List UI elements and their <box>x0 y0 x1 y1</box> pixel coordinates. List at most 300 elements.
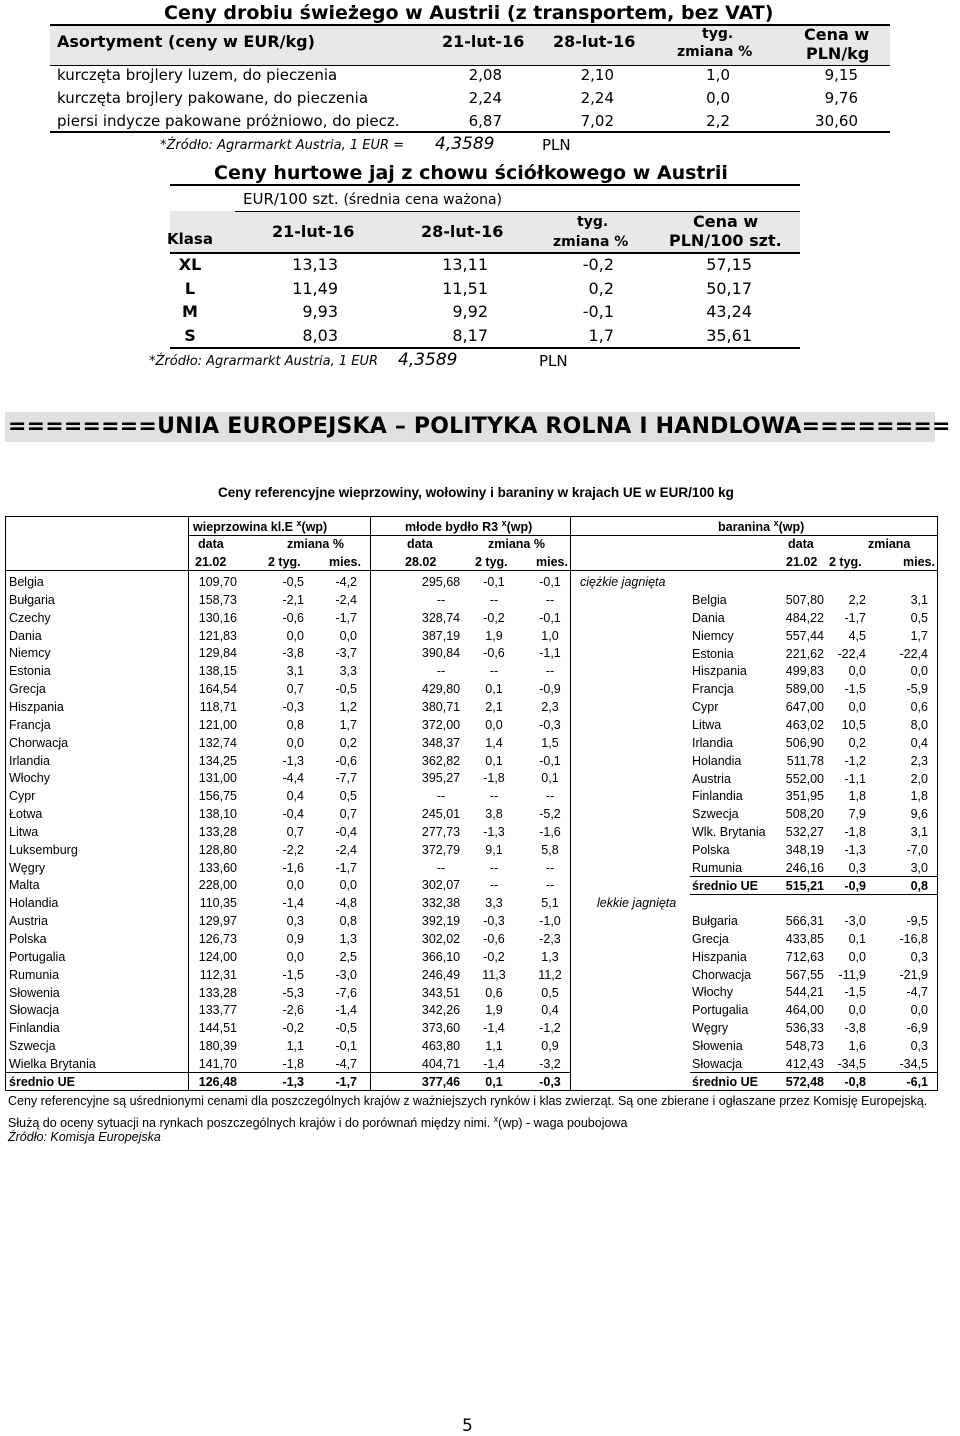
cattle-cell: 1,1 <box>485 1039 503 1053</box>
cattle-cell: -1,2 <box>539 1021 561 1035</box>
egg-cell: 13,11 <box>442 255 488 274</box>
heavy-lamb-country: Litwa <box>692 718 722 732</box>
light-lamb-country: Włochy <box>692 985 733 999</box>
eu-average-cell: 126,48 <box>198 1075 237 1089</box>
light-lamb-cell: 544,21 <box>785 985 824 999</box>
eu-average-cell: 0,1 <box>485 1075 503 1089</box>
heavy-lamb-country: Hiszpania <box>692 664 747 678</box>
cattle-header: młode bydło R3 $^x$(wp) <box>405 518 533 535</box>
cattle-cell: 372,79 <box>421 843 461 857</box>
pork-cell: -1,6 <box>282 861 304 875</box>
cattle-cell: 342,26 <box>421 1003 461 1017</box>
lamb-tyg: 2 tyg. <box>829 555 862 569</box>
heavy-lamb-cell: -1,1 <box>844 772 866 786</box>
cattle-cell: -0,3 <box>483 914 505 928</box>
poultry-cell: 9,15 <box>824 66 858 84</box>
heavy-lamb-cell: 508,20 <box>785 807 824 821</box>
pork-cell: 0,7 <box>286 682 304 696</box>
pork-cell: 138,15 <box>198 664 237 678</box>
poultry-cell: 7,02 <box>580 112 614 130</box>
heavy-lamb-cell: 2,3 <box>910 754 928 768</box>
heavy-lamb-country: Dania <box>692 611 725 625</box>
country-name: Holandia <box>9 896 59 910</box>
pork-cell: 1,7 <box>339 718 357 732</box>
egg-class-label: L <box>184 279 196 298</box>
cattle-cell: -- <box>489 664 499 678</box>
poultry-cell: 0,0 <box>706 89 730 107</box>
country-name: Malta <box>9 878 40 892</box>
cattle-cell: 5,1 <box>541 896 559 910</box>
heavy-lamb-country: Austria <box>692 772 731 786</box>
cattle-cell: 277,73 <box>421 825 461 839</box>
pork-cell: -1,4 <box>282 896 304 910</box>
poultry-cell: 1,0 <box>706 66 730 84</box>
heavy-lamb-avg-cell: -0,9 <box>844 879 866 893</box>
heavy-lamb-cell: 3,0 <box>910 861 928 875</box>
heavy-lamb-cell: 463,02 <box>785 718 824 732</box>
cattle-mies: mies. <box>536 555 568 569</box>
poultry-source: *Źródło: Agrarmarkt Austria, 1 EUR = <box>160 138 405 153</box>
cattle-cell: 463,80 <box>421 1039 461 1053</box>
cattle-cell: -- <box>545 878 555 892</box>
cattle-cell: 302,07 <box>421 878 461 892</box>
pork-cell: 133,60 <box>198 861 237 875</box>
pork-cell: -0,4 <box>282 807 304 821</box>
egg-header-date2: 28-lut-16 <box>421 222 504 241</box>
light-lamb-country: Bułgaria <box>692 914 738 928</box>
pork-cell: -1,7 <box>335 861 357 875</box>
cattle-cell: 2,1 <box>485 700 503 714</box>
poultry-header-date2: 28-lut-16 <box>553 32 636 51</box>
pork-cell: -1,4 <box>335 1003 357 1017</box>
country-name: Litwa <box>9 825 39 839</box>
reference-table-title: Ceny referencyjne wieprzowiny, wołowiny i baraniny w krajach UE w EUR/100 kg <box>218 485 734 500</box>
heavy-lamb-country: Wlk. Brytania <box>692 825 766 839</box>
poultry-cell: 6,87 <box>468 112 502 130</box>
poultry-row-label: kurczęta brojlery pakowane, do pieczenia <box>57 89 369 107</box>
poultry-header-assortment: Asortyment (ceny w EUR/kg) <box>57 32 315 51</box>
pork-cell: 0,0 <box>339 878 357 892</box>
heavy-lamb-country: Polska <box>692 843 730 857</box>
poultry-cell: 2,24 <box>580 89 614 107</box>
pork-cell: 0,3 <box>286 914 304 928</box>
poultry-header-change-l2: zmiana % <box>677 44 753 60</box>
egg-currency: PLN <box>539 352 568 370</box>
cattle-cell: -- <box>489 593 499 607</box>
cattle-cell: -1,3 <box>483 825 505 839</box>
egg-cell: 0,2 <box>588 279 614 298</box>
pork-cell: 0,0 <box>286 629 304 643</box>
cattle-cell: 302,02 <box>421 932 461 946</box>
cattle-cell: 11,3 <box>482 968 506 982</box>
cattle-cell: 395,27 <box>421 771 461 785</box>
heavy-lamb-label: ciężkie jagnięta <box>580 575 666 589</box>
cattle-tyg: 2 tyg. <box>475 555 508 569</box>
light-lamb-cell: -1,5 <box>844 985 866 999</box>
cattle-cell: -0,1 <box>539 575 561 589</box>
country-name: Włochy <box>9 771 50 785</box>
light-lamb-cell: 0,3 <box>910 1039 928 1053</box>
light-lamb-country: Słowacja <box>692 1057 743 1071</box>
cattle-cell: -- <box>489 861 499 875</box>
cattle-change-label: zmiana % <box>488 537 545 551</box>
heavy-lamb-cell: 9,6 <box>910 807 928 821</box>
egg-class-label: M <box>182 302 198 321</box>
heavy-lamb-avg-cell: 0,8 <box>910 879 928 893</box>
pork-cell: -0,3 <box>282 700 304 714</box>
country-name: Niemcy <box>9 646 51 660</box>
cattle-cell: 11,2 <box>538 968 562 982</box>
country-name: Francja <box>9 718 51 732</box>
cattle-cell: 429,80 <box>421 682 461 696</box>
country-name: Belgia <box>9 575 44 589</box>
cattle-cell: 362,82 <box>421 754 461 768</box>
pork-cell: 112,31 <box>199 968 237 982</box>
light-lamb-cell: -4,7 <box>906 985 928 999</box>
poultry-header-pln-l2: PLN/kg <box>806 44 870 63</box>
heavy-lamb-cell: -22,4 <box>837 647 866 661</box>
egg-cell: -0,1 <box>582 302 614 321</box>
light-lamb-cell: 412,43 <box>785 1057 824 1071</box>
pork-cell: 129,84 <box>198 646 237 660</box>
egg-cell: 8,03 <box>302 326 338 345</box>
cattle-cell: 373,60 <box>421 1021 461 1035</box>
heavy-lamb-cell: 4,5 <box>848 629 866 643</box>
pork-cell: -2,2 <box>282 843 304 857</box>
pork-cell: 164,54 <box>198 682 237 696</box>
pork-cell: 0,0 <box>286 878 304 892</box>
heavy-lamb-cell: 348,19 <box>785 843 824 857</box>
heavy-lamb-cell: 557,44 <box>785 629 824 643</box>
pork-cell: -0,6 <box>282 611 304 625</box>
cattle-cell: 343,51 <box>421 986 461 1000</box>
pork-cell: -0,1 <box>335 1039 357 1053</box>
cattle-cell: -0,1 <box>539 754 561 768</box>
light-lamb-cell: 0,3 <box>910 950 928 964</box>
heavy-lamb-cell: 552,00 <box>785 772 824 786</box>
poultry-header-pln-l1: Cena w <box>804 25 870 44</box>
heavy-lamb-cell: 221,62 <box>785 647 824 661</box>
cattle-cell: 1,9 <box>485 629 503 643</box>
poultry-currency: PLN <box>542 136 571 154</box>
cattle-cell: -0,2 <box>483 611 505 625</box>
pork-cell: -1,7 <box>335 611 357 625</box>
cattle-cell: -1,1 <box>539 646 561 660</box>
cattle-cell: -- <box>545 593 555 607</box>
eu-policy-banner: ========UNIA EUROPEJSKA – POLITYKA ROLNA I HANDLOWA======== <box>8 414 951 439</box>
pork-cell: 126,73 <box>198 932 237 946</box>
reference-note-1: Ceny referencyjne są uśrednionymi cenami dla poszczególnych krajów z ważniejszych rynków i klas zwierząt. Są one zbierane i ogłaszane przez Komisję Europejską. <box>8 1094 928 1108</box>
heavy-lamb-cell: 0,3 <box>848 861 866 875</box>
heavy-lamb-cell: 2,2 <box>848 593 866 607</box>
eu-average-label: średnio UE <box>9 1075 75 1089</box>
cattle-cell: 3,3 <box>485 896 503 910</box>
eu-average-cell: -1,7 <box>335 1075 357 1089</box>
egg-cell: 50,17 <box>706 279 752 298</box>
pork-cell: -5,3 <box>282 986 304 1000</box>
reference-source: Źródło: Komisja Europejska <box>8 1130 161 1144</box>
reference-note-2: Służą do oceny sytuacji na rynkach poszczególnych krajów i do porównań między nimi. $^x$(wp) - waga poubojowa <box>8 1114 628 1131</box>
cattle-cell: 5,8 <box>541 843 559 857</box>
egg-exchange-rate: 4,3589 <box>398 350 458 370</box>
heavy-lamb-cell: 0,2 <box>848 736 866 750</box>
light-lamb-cell: -34,5 <box>899 1057 928 1071</box>
light-lamb-cell: 433,85 <box>785 932 824 946</box>
pork-cell: -4,7 <box>335 1057 357 1071</box>
light-lamb-cell: -16,8 <box>899 932 928 946</box>
pork-cell: 0,7 <box>339 807 357 821</box>
country-name: Luksemburg <box>9 843 78 857</box>
lamb-header: baranina $^x$(wp) <box>718 518 805 535</box>
heavy-lamb-cell: 506,90 <box>785 736 824 750</box>
pork-cell: -3,7 <box>335 646 357 660</box>
pork-cell: -2,4 <box>335 843 357 857</box>
pork-tyg: 2 tyg. <box>268 555 301 569</box>
poultry-exchange-rate: 4,3589 <box>435 134 495 154</box>
heavy-lamb-cell: 0,0 <box>848 700 866 714</box>
cattle-cell: -- <box>436 664 446 678</box>
pork-cell: -0,5 <box>335 682 357 696</box>
cattle-cell: 332,38 <box>421 896 461 910</box>
cattle-cell: 0,4 <box>541 1003 559 1017</box>
heavy-lamb-cell: 647,00 <box>785 700 824 714</box>
light-lamb-cell: 548,73 <box>785 1039 824 1053</box>
light-lamb-avg-cell: -6,1 <box>906 1075 928 1089</box>
pork-cell: 141,70 <box>198 1057 237 1071</box>
light-lamb-country: Węgry <box>692 1021 729 1035</box>
pork-cell: 133,77 <box>198 1003 237 1017</box>
heavy-lamb-cell: -1,8 <box>844 825 866 839</box>
lamb-change-label: zmiana <box>868 537 911 551</box>
light-lamb-cell: 0,1 <box>848 932 866 946</box>
cattle-cell: -0,9 <box>539 682 561 696</box>
light-lamb-avg-label: średnio UE <box>692 1075 758 1089</box>
country-name: Czechy <box>9 611 51 625</box>
cattle-cell: -0,3 <box>539 718 561 732</box>
pork-cell: -0,5 <box>282 575 304 589</box>
pork-cell: 3,1 <box>286 664 304 678</box>
light-lamb-avg-cell: -0,8 <box>844 1075 866 1089</box>
pork-cell: 133,28 <box>198 825 237 839</box>
egg-header-class: Klasa <box>167 230 213 248</box>
heavy-lamb-cell: 1,8 <box>848 789 866 803</box>
page-number: 5 <box>462 1416 473 1436</box>
heavy-lamb-cell: 507,80 <box>785 593 824 607</box>
heavy-lamb-cell: 1,8 <box>910 789 928 803</box>
pork-cell: 0,7 <box>286 825 304 839</box>
heavy-lamb-country: Finlandia <box>692 789 743 803</box>
egg-cell: 57,15 <box>706 255 752 274</box>
country-name: Polska <box>9 932 47 946</box>
country-name: Wielka Brytania <box>9 1057 96 1071</box>
pork-cell: 128,80 <box>198 843 237 857</box>
pork-cell: -0,5 <box>335 1021 357 1035</box>
poultry-cell: 2,10 <box>580 66 614 84</box>
pork-cell: -1,3 <box>282 754 304 768</box>
cattle-cell: 392,19 <box>421 914 461 928</box>
pork-cell: 124,00 <box>198 950 237 964</box>
egg-cell: 8,17 <box>452 326 488 345</box>
eu-average-cell: -1,3 <box>282 1075 304 1089</box>
pork-cell: -2,4 <box>335 593 357 607</box>
cattle-cell: -0,1 <box>539 611 561 625</box>
heavy-lamb-avg-cell: 515,21 <box>785 879 824 893</box>
country-name: Chorwacja <box>9 736 69 750</box>
egg-cell: 9,92 <box>452 302 488 321</box>
pork-cell: 0,5 <box>339 789 357 803</box>
cattle-cell: 0,5 <box>541 986 559 1000</box>
cattle-cell: -2,3 <box>539 932 561 946</box>
country-name: Austria <box>9 914 48 928</box>
pork-cell: -7,6 <box>335 986 357 1000</box>
pork-cell: -1,5 <box>282 968 304 982</box>
poultry-table-title: Ceny drobiu świeżego w Austrii (z transportem, bez VAT) <box>164 2 774 24</box>
poultry-row-label: kurczęta brojlery luzem, do pieczenia <box>57 66 338 84</box>
pork-change-label: zmiana % <box>287 537 344 551</box>
pork-cell: 0,0 <box>339 629 357 643</box>
cattle-cell: 9,1 <box>485 843 503 857</box>
light-lamb-cell: 0,0 <box>848 1003 866 1017</box>
egg-table-title: Ceny hurtowe jaj z chowu ściółkowego w Austrii <box>214 162 728 184</box>
egg-header-pln-l2: PLN/100 szt. <box>669 231 782 250</box>
cattle-data-label: data <box>407 537 433 551</box>
cattle-cell: 348,37 <box>421 736 461 750</box>
pork-cell: -0,4 <box>335 825 357 839</box>
heavy-lamb-cell: 511,78 <box>786 754 824 768</box>
cattle-cell: -0,6 <box>483 932 505 946</box>
cattle-cell: 404,71 <box>421 1057 461 1071</box>
pork-cell: 110,35 <box>199 896 237 910</box>
cattle-cell: 245,01 <box>421 807 461 821</box>
poultry-cell: 2,24 <box>468 89 502 107</box>
cattle-cell: 1,0 <box>541 629 559 643</box>
cattle-cell: 1,9 <box>485 1003 503 1017</box>
pork-cell: -1,8 <box>282 1057 304 1071</box>
cattle-cell: 3,8 <box>485 807 503 821</box>
cattle-cell: 0,1 <box>541 771 559 785</box>
cattle-cell: -- <box>489 878 499 892</box>
heavy-lamb-cell: -1,5 <box>844 682 866 696</box>
pork-cell: 0,0 <box>286 736 304 750</box>
pork-cell: -7,7 <box>335 771 357 785</box>
cattle-cell: 2,3 <box>541 700 559 714</box>
poultry-header-date1: 21-lut-16 <box>442 32 525 51</box>
heavy-lamb-cell: 2,0 <box>910 772 928 786</box>
cattle-cell: -1,0 <box>539 914 561 928</box>
pork-cell: 0,9 <box>286 932 304 946</box>
light-lamb-country: Hiszpania <box>692 950 747 964</box>
country-name: Bułgaria <box>9 593 55 607</box>
heavy-lamb-cell: 7,9 <box>848 807 866 821</box>
pork-cell: -4,8 <box>335 896 357 910</box>
cattle-cell: 366,10 <box>421 950 461 964</box>
country-name: Węgry <box>9 861 46 875</box>
heavy-lamb-cell: 3,1 <box>910 593 928 607</box>
light-lamb-cell: 464,00 <box>785 1003 824 1017</box>
pork-cell: 130,16 <box>198 611 237 625</box>
heavy-lamb-cell: 0,0 <box>848 664 866 678</box>
light-lamb-label: lekkie jagnięta <box>597 896 677 910</box>
egg-cell: 11,51 <box>442 279 488 298</box>
pork-cell: -4,2 <box>335 575 357 589</box>
lamb-mies: mies. <box>903 555 935 569</box>
light-lamb-country: Chorwacja <box>692 968 752 982</box>
country-name: Szwecja <box>9 1039 56 1053</box>
cattle-cell: -- <box>436 593 446 607</box>
egg-cell: 11,49 <box>292 279 338 298</box>
poultry-cell: 2,08 <box>468 66 502 84</box>
pork-cell: -0,2 <box>282 1021 304 1035</box>
light-lamb-cell: -21,9 <box>899 968 928 982</box>
egg-cell: 13,13 <box>292 255 338 274</box>
lamb-date: 21.02 <box>786 555 818 569</box>
cattle-cell: -- <box>489 789 499 803</box>
heavy-lamb-cell: 0,0 <box>910 664 928 678</box>
pork-cell: 109,70 <box>198 575 237 589</box>
pork-cell: 1,3 <box>339 932 357 946</box>
light-lamb-cell: -3,0 <box>844 914 866 928</box>
country-name: Hiszpania <box>9 700 64 714</box>
heavy-lamb-cell: 8,0 <box>910 718 928 732</box>
pork-cell: 134,25 <box>198 754 237 768</box>
heavy-lamb-avg-label: średnio UE <box>692 879 758 893</box>
cattle-cell: -1,6 <box>539 825 561 839</box>
country-name: Grecja <box>9 682 46 696</box>
heavy-lamb-country: Szwecja <box>692 807 739 821</box>
pork-cell: 0,0 <box>286 950 304 964</box>
pork-cell: 0,4 <box>286 789 304 803</box>
pork-cell: 0,8 <box>339 914 357 928</box>
cattle-cell: 0,6 <box>485 986 503 1000</box>
egg-header-pln-l1: Cena w <box>693 212 759 231</box>
light-lamb-cell: -11,9 <box>838 968 866 982</box>
heavy-lamb-cell: 589,00 <box>785 682 824 696</box>
poultry-cell: 9,76 <box>824 89 858 107</box>
pork-cell: -4,4 <box>282 771 304 785</box>
country-name: Dania <box>9 629 42 643</box>
pork-cell: 144,51 <box>198 1021 237 1035</box>
pork-cell: 1,2 <box>339 700 357 714</box>
cattle-cell: -1,8 <box>483 771 505 785</box>
cattle-cell: 380,71 <box>421 700 461 714</box>
heavy-lamb-cell: 0,6 <box>910 700 928 714</box>
light-lamb-country: Portugalia <box>692 1003 749 1017</box>
egg-header-change-l2: zmiana % <box>553 234 629 250</box>
cattle-cell: 1,5 <box>541 736 559 750</box>
heavy-lamb-cell: -1,7 <box>844 611 866 625</box>
country-name: Irlandia <box>9 754 50 768</box>
pork-cell: -2,6 <box>282 1003 304 1017</box>
egg-class-label: S <box>184 326 196 345</box>
lamb-data-label: data <box>788 537 814 551</box>
cattle-cell: -- <box>545 861 555 875</box>
pork-cell: -3,8 <box>282 646 304 660</box>
pork-data-label: data <box>198 537 224 551</box>
egg-cell: 1,7 <box>588 326 614 345</box>
cattle-cell: 295,68 <box>421 575 461 589</box>
country-name: Portugalia <box>9 950 66 964</box>
pork-mies: mies. <box>329 555 361 569</box>
pork-cell: 133,28 <box>198 986 237 1000</box>
pork-date: 21.02 <box>195 555 227 569</box>
poultry-cell: 30,60 <box>815 112 858 130</box>
cattle-cell: 390,84 <box>421 646 461 660</box>
cattle-cell: -- <box>436 789 446 803</box>
light-lamb-cell: -3,8 <box>844 1021 866 1035</box>
heavy-lamb-cell: -1,3 <box>844 843 866 857</box>
pork-cell: 118,71 <box>199 700 237 714</box>
country-name: Rumunia <box>9 968 60 982</box>
